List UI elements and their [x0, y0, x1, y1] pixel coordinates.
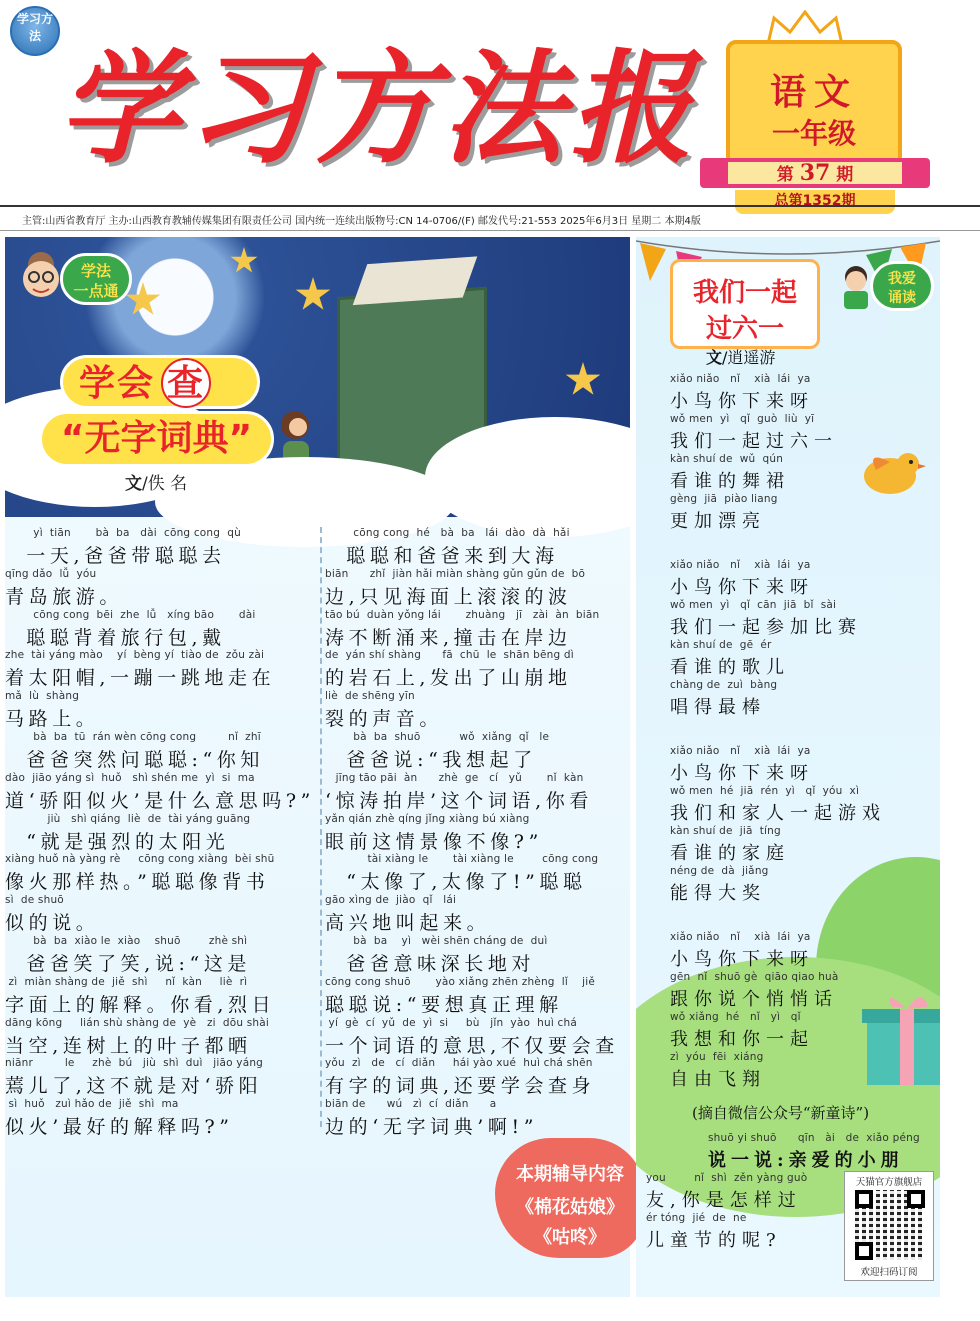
- article-col2-line-pinyin: biān de wú zì cí diǎn a: [325, 1098, 497, 1111]
- article-col2-line: [325, 1098, 625, 1139]
- article-col1-line-text: 道‘骄阳似火’是什么意思吗?”: [5, 789, 315, 812]
- article-col1-line-pinyin: zhe tài yáng mào yí bèng yí tiào de zǒu zài: [5, 649, 265, 662]
- article-col1-line: [5, 1057, 315, 1098]
- poem-title-line2: 过六一: [705, 314, 784, 344]
- issue-number-label: [728, 162, 902, 184]
- poem-line-text: 我们和家人一起游戏: [670, 803, 886, 824]
- article-col1-line: [5, 1098, 315, 1139]
- article-col1-line-text: 字面上的解释。你看,烈日: [5, 993, 276, 1016]
- article-col1-line: [5, 894, 315, 935]
- article-column-1: [5, 527, 315, 1139]
- column-badge-circle: [60, 253, 132, 305]
- article-col1-line-text: 似的说。: [5, 912, 100, 935]
- article-col2-line-pinyin: jīng tāo pāi àn zhè ge cí yǔ nǐ kàn: [325, 771, 584, 784]
- poem-line-text: 小鸟你下来呀: [670, 949, 814, 970]
- article-col1-line-pinyin: bà ba xiào le xiào shuō zhè shì: [5, 934, 248, 947]
- talk-line-3-pinyin: ér tóng jié de ne: [646, 1212, 747, 1224]
- article-col2-line: [325, 935, 625, 976]
- poem-line: [670, 971, 910, 1011]
- article-col2-line-text: ‘惊涛拍岸’这个词语,你看: [325, 789, 593, 812]
- article-col2-line-text: 爸爸说:“我想起了: [325, 748, 537, 771]
- issue-ribbon: [700, 158, 930, 188]
- publication-info-text: 主管:山西省教育厅 主办:山西教育教辅传媒集团有限责任公司 国内统一连续出版物号:CN 14-0706/(F) 邮发代号:21-553 2025年6月3日 星期二 本期4版: [22, 216, 701, 227]
- poem-line-pinyin: chàng de zuì bàng: [670, 679, 778, 691]
- poem-panel: [636, 237, 940, 1297]
- article-col1-line-text: 聪聪背着旅行包,戴: [5, 626, 226, 649]
- article-col2-line-text: 边,只见海面上滚滚的波: [325, 585, 572, 608]
- poem-line-text: 更加漂亮: [670, 511, 766, 532]
- poem-byline: [706, 345, 775, 368]
- issue-prefix: 第: [776, 165, 794, 185]
- poem-line: [670, 745, 910, 785]
- article-col2-line-pinyin: biān zhǐ jiàn hǎi miàn shàng gǔn gǔn de bō: [325, 567, 586, 580]
- poem-byline-author: /逍遥游: [722, 348, 776, 367]
- poem-line: [670, 679, 910, 719]
- poem-title-box: [670, 259, 820, 349]
- talk-line-1-pinyin: shuō yi shuō qīn ài de xiǎo péng: [708, 1132, 920, 1144]
- article-col2-line-pinyin: cōng cong shuō yào xiǎng zhēn zhèng lǐ jiě: [325, 975, 596, 988]
- subject-label: 语文: [769, 72, 858, 113]
- article-col2-line-pinyin: yǒu zì de cí diǎn hái yào xué huì chá shēn: [325, 1057, 593, 1070]
- article-col1-line: [5, 527, 315, 568]
- poem-line-pinyin: xiǎo niǎo nǐ xià lái ya: [670, 745, 811, 757]
- total-issue: 总第1352期: [735, 190, 895, 214]
- article-col1-line: [5, 609, 315, 650]
- article-col2-line-pinyin: de yán shí shàng fā chū le shān bēng dì: [325, 649, 574, 662]
- poem-badge-circle: [870, 261, 934, 311]
- column-divider: [320, 527, 322, 1127]
- poem-line: [670, 373, 910, 413]
- poem-title-line1: 我们一起: [692, 278, 797, 308]
- article-title-line1: [60, 355, 260, 409]
- poem-line-pinyin: wǒ men hé jiā rén yì qǐ yóu xì: [670, 785, 860, 797]
- poem-line-text: 小鸟你下来呀: [670, 577, 814, 598]
- article-col1-line-pinyin: zì miàn shàng de jiě shì nǐ kàn liè rì: [5, 975, 248, 988]
- title-part1: 学会: [79, 363, 156, 404]
- poem-source: (摘自微信公众号“新童诗”): [692, 1104, 870, 1122]
- article-col2-line-text: 有字的词典,还要学会查身: [325, 1075, 596, 1098]
- poem-line-text: 看谁的歌儿: [670, 657, 790, 678]
- poem-line-pinyin: wǒ xiǎng hé nǐ yì qǐ: [670, 1011, 801, 1023]
- masthead-title: 学习方法报: [58, 38, 698, 180]
- article-col1-line-text: 马路上。: [5, 708, 100, 731]
- article-col1-line-text: 着太阳帽,一蹦一跳地走在: [5, 667, 276, 690]
- article-col2-line-pinyin: tài xiàng le tài xiàng le cōng cong: [325, 853, 599, 866]
- qr-bottom-label: 欢迎扫码订阅: [860, 1267, 918, 1278]
- poem-badge-top: 我爱: [888, 271, 916, 287]
- poem-line: [670, 865, 910, 905]
- article-col2-line-text: 聪聪和爸爸来到大海: [325, 545, 559, 567]
- article-col1-line-text: 蔫儿了,这不就是对‘骄阳: [5, 1075, 263, 1098]
- poem-line: [670, 453, 910, 493]
- column-badge-xuefa: [15, 247, 135, 307]
- qr-code-box[interactable]: [844, 1171, 934, 1281]
- publication-info: [0, 205, 980, 231]
- article-col1-line-pinyin: qīng dǎo lǚ yóu: [5, 567, 97, 580]
- poem-line: [670, 1051, 910, 1091]
- article-col2-line-pinyin: bà ba shuō wǒ xiǎng qǐ le: [325, 730, 550, 743]
- article-col1-line-pinyin: cōng cong bēi zhe lǚ xíng bāo dài: [5, 608, 256, 621]
- poem-badge-bottom: 诵读: [888, 290, 916, 306]
- poem-line-text: 自由飞翔: [670, 1069, 766, 1090]
- guide-item-1: 《棉花姑娘》: [516, 1197, 624, 1218]
- article-col1-line-text: 爸爸突然问聪聪:“你知: [5, 748, 264, 771]
- guide-heading: 本期辅导内容: [516, 1164, 624, 1185]
- talk-line-2: 友,你是怎样过: [646, 1190, 802, 1211]
- article-col2-line: [325, 609, 625, 650]
- poem-line-text: 看谁的舞裙: [670, 471, 790, 492]
- article-col2-line: [325, 813, 625, 854]
- poem-line: [670, 413, 910, 453]
- article-col2-line: [325, 649, 625, 690]
- article-col2-line: [325, 976, 625, 1017]
- article-col1-line: [5, 813, 315, 854]
- qr-corner-icon: [855, 1190, 873, 1208]
- poem-line-pinyin: gēn nǐ shuō gè qiāo qiao huà: [670, 971, 839, 983]
- talk-line-1: 说一说:亲爱的小朋: [708, 1150, 904, 1171]
- poem-line: [670, 719, 910, 745]
- article-col2-line-text: 爸爸意味深长地对: [325, 952, 536, 975]
- qr-corner-icon: [907, 1190, 925, 1208]
- article-col2-line: [325, 1017, 625, 1058]
- poem-lines: [670, 373, 910, 1091]
- article-col1-line-pinyin: dào jiāo yáng sì huǒ shì shén me yì si ma: [5, 771, 255, 784]
- poem-line-pinyin: xiǎo niǎo nǐ xià lái ya: [670, 373, 811, 385]
- article-col1-line: [5, 772, 315, 813]
- article-col2-line-text: “太像了,太像了!”聪聪: [325, 871, 587, 894]
- article-col2-line-pinyin: liè de shēng yīn: [325, 690, 415, 703]
- poem-line-pinyin: kàn shuí de jiā tíng: [670, 825, 781, 837]
- poem-line: [670, 493, 910, 533]
- column-badge-woai: [836, 257, 936, 317]
- article-col2-line: [325, 690, 625, 731]
- article-col2-line: [325, 527, 625, 568]
- article-col1-line-text: 当空,连树上的叶子都晒: [5, 1034, 252, 1057]
- article-col1-line-text: 一天,爸爸带聪聪去: [5, 545, 226, 567]
- article-col2-line-pinyin: bà ba yì wèi shēn cháng de duì: [325, 934, 548, 947]
- article-col2-line-text: 高兴地叫起来。: [325, 912, 491, 935]
- article-col1-line: [5, 853, 315, 894]
- article-col2-line-pinyin: gāo xìng de jiào qǐ lái: [325, 894, 457, 907]
- poem-line-pinyin: kàn shuí de wǔ qún: [670, 453, 784, 465]
- poem-line-text: 能得大奖: [670, 883, 766, 904]
- article-col1-line: [5, 976, 315, 1017]
- article-col2-line: [325, 568, 625, 609]
- article-col1-line: [5, 649, 315, 690]
- article-col2-line-pinyin: tāo bú duàn yǒng lái zhuàng jī zài àn biān: [325, 608, 600, 621]
- article-col1-line-pinyin: niānr le zhè bú jiù shì duì jiāo yáng: [5, 1057, 264, 1070]
- article-col2-line-pinyin: yǎn qián zhè qíng jǐng xiàng bú xiàng: [325, 812, 530, 825]
- poem-line-pinyin: xiǎo niǎo nǐ xià lái ya: [670, 931, 811, 943]
- poem-line-text: 小鸟你下来呀: [670, 391, 814, 412]
- byline-prefix: 文: [125, 474, 142, 494]
- poem-line-pinyin: néng de dà jiǎng: [670, 865, 769, 877]
- article-col1-line: [5, 731, 315, 772]
- poem-line-pinyin: wǒ men yì qǐ cān jiā bǐ sài: [670, 599, 837, 611]
- poem-line-text: 小鸟你下来呀: [670, 763, 814, 784]
- column-badge-bottom: 一点通: [73, 282, 119, 300]
- article-col2-line: [325, 1057, 625, 1098]
- grade-label: 一年级: [771, 117, 856, 150]
- article-col2-line: [325, 894, 625, 935]
- article-col2-line: [325, 772, 625, 813]
- poem-line-pinyin: kàn shuí de gē ér: [670, 639, 772, 651]
- article-col2-line-text: 聪聪说:“要想真正理解: [325, 993, 563, 1016]
- article-col1-line-pinyin: sì huǒ zuì hǎo de jiě shì ma: [5, 1098, 179, 1111]
- article-col1-line: [5, 690, 315, 731]
- article-col1-line-text: 像火那样热。”聪聪像背书: [5, 871, 270, 894]
- article-col1-line-text: 爸爸笑了笑,说:“这是: [5, 952, 252, 975]
- poem-line-pinyin: wǒ men yì qǐ guò liù yī: [670, 413, 815, 425]
- poem-line: [670, 785, 910, 825]
- poem-line-text: 我们一起过六一: [670, 431, 838, 452]
- guide-item-2: 《咕咚》: [534, 1227, 606, 1248]
- article-col1-line: [5, 1017, 315, 1058]
- poem-line-pinyin: xiǎo niǎo nǐ xià lái ya: [670, 559, 811, 571]
- poem-line-pinyin: gèng jiā piào liang: [670, 493, 778, 505]
- article-col1-line-pinyin: xiàng huǒ nà yàng rè cōng cong xiàng bèi shū: [5, 853, 275, 866]
- article-col2-line: [325, 853, 625, 894]
- talk-line-2-pinyin: you nǐ shì zěn yàng guò: [646, 1172, 808, 1184]
- poem-line-text: 唱得最棒: [670, 697, 766, 718]
- poem-line: [670, 533, 910, 559]
- issue-suffix: 期: [836, 165, 854, 185]
- article-col1-line: [5, 935, 315, 976]
- poem-line: [670, 639, 910, 679]
- qr-corner-icon: [855, 1242, 873, 1260]
- poem-line: [670, 599, 910, 639]
- article-col2-line-text: 涛不断涌来,撞击在岸边: [325, 626, 572, 649]
- article-col1-line-text: 青岛旅游。: [5, 585, 124, 608]
- article-col2-line-text: 边的‘无字词典’啊!”: [325, 1116, 539, 1139]
- article-col2-line-text: 的岩石上,发出了山崩地: [325, 667, 572, 690]
- subject-box: [726, 40, 902, 166]
- poem-line: [670, 825, 910, 865]
- qr-top-label: 天猫官方旗舰店: [855, 1177, 923, 1188]
- title-highlight: 查: [161, 358, 211, 408]
- issue-number: 37: [799, 160, 831, 186]
- article-col1-line-text: “就是强烈的太阳光: [5, 830, 230, 853]
- article-title-line2: “无字词典”: [39, 411, 274, 467]
- logo-text: 学习方法: [16, 12, 53, 43]
- column-badge-top: 学法: [80, 262, 111, 280]
- poem-line-text: 跟你说个悄悄话: [670, 989, 838, 1010]
- article-col2-line-pinyin: yí gè cí yǔ de yì si bù jǐn yào huì chá: [325, 1016, 578, 1029]
- poem-line: [670, 931, 910, 971]
- issue-guide-box: [495, 1138, 645, 1258]
- poem-line: [670, 905, 910, 931]
- poem-line: [670, 1011, 910, 1051]
- article-col2-line-text: 裂的声音。: [325, 708, 444, 731]
- poem-line-text: 看谁的家庭: [670, 843, 790, 864]
- newspaper-logo: [10, 6, 60, 56]
- article-col2-line-text: 一个词语的意思,不仅要会查: [325, 1034, 619, 1057]
- article-col1-line-text: 似火’最好的解释吗?”: [5, 1116, 234, 1139]
- poem-line-text: 我们一起参加比赛: [670, 617, 862, 638]
- byline-author: /佚 名: [142, 474, 188, 494]
- article-panel: [5, 237, 630, 1297]
- article-col1-line-pinyin: bà ba tū rán wèn cōng cong nǐ zhī: [5, 730, 261, 743]
- article-col1-line: [5, 568, 315, 609]
- poem-byline-prefix: 文: [706, 348, 723, 367]
- article-byline: [125, 469, 187, 494]
- article-col1-line-pinyin: mǎ lù shàng: [5, 690, 80, 703]
- poem-line: [670, 559, 910, 599]
- article-col1-line-pinyin: yì tiān bà ba dài cōng cong qù: [5, 527, 241, 539]
- talk-line-3: 儿童节的呢?: [646, 1230, 782, 1251]
- article-col1-line-pinyin: sì de shuō: [5, 894, 64, 907]
- article-column-2: [325, 527, 625, 1139]
- article-col1-line-pinyin: dāng kōng lián shù shàng de yè zi dōu shài: [5, 1016, 270, 1029]
- article-col1-line-pinyin: jiù shì qiáng liè de tài yáng guāng: [5, 812, 251, 825]
- article-col2-line-pinyin: cōng cong hé bà ba lái dào dà hǎi: [325, 527, 570, 539]
- article-col2-line-text: 眼前这情景像不像?”: [325, 830, 543, 853]
- poem-line-text: 我想和你一起: [670, 1029, 814, 1050]
- article-col2-line: [325, 731, 625, 772]
- poem-line-pinyin: zì yóu fēi xiáng: [670, 1051, 764, 1063]
